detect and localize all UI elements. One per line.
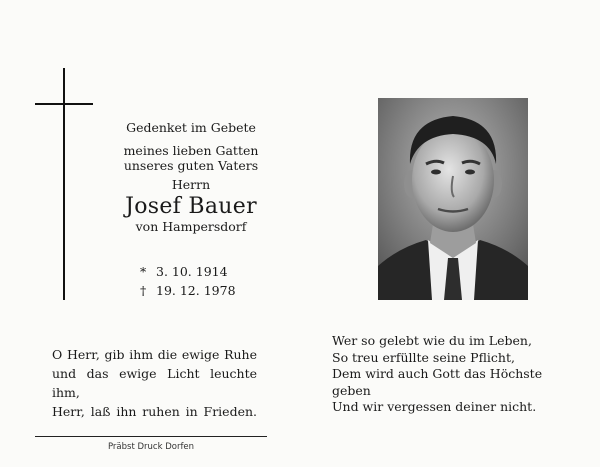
cross-horizontal-bar xyxy=(35,103,93,105)
death-date: 19. 12. 1978 xyxy=(156,283,236,298)
death-row xyxy=(140,281,260,300)
prayer-line-3: Herr, laß ihn ruhen in Frieden. xyxy=(52,404,257,419)
portrait-icon xyxy=(378,98,528,300)
prayer-line-1: O Herr, gib ihm die ewige Ruhe xyxy=(52,347,257,362)
birth-date: 3. 10. 1914 xyxy=(156,264,228,279)
birth-row xyxy=(140,262,260,281)
birth-symbol: * xyxy=(140,264,147,279)
poem-text xyxy=(332,333,572,416)
memorial-line-1: Gedenket im Gebete xyxy=(126,120,256,135)
memorial-title: Herrn xyxy=(171,177,211,192)
deceased-origin: von Hampersdorf xyxy=(135,219,247,234)
memorial-line-2: meines lieben Gatten xyxy=(123,143,259,158)
memorial-line-3: unseres guten Vaters xyxy=(123,158,259,173)
life-dates xyxy=(140,262,260,300)
footer-divider xyxy=(35,436,267,437)
poem-line-1: Wer so gelebt wie du im Leben, xyxy=(332,333,532,348)
deceased-name: Josef Bauer xyxy=(125,194,257,219)
poem-line-3: Dem wird auch Gott das Höchste geben xyxy=(332,366,543,398)
memorial-text-block xyxy=(96,120,286,234)
poem-line-4: Und wir vergessen deiner nicht. xyxy=(332,399,537,414)
portrait-photo xyxy=(378,98,528,300)
prayer-line-2: und das ewige Licht leuchte ihm, xyxy=(52,366,257,400)
poem-line-2: So treu erfüllte seine Pflicht, xyxy=(332,349,515,365)
death-symbol: † xyxy=(140,283,147,298)
prayer-text xyxy=(52,345,257,421)
printer-imprint: Präbst Druck Dorfen xyxy=(107,442,195,452)
